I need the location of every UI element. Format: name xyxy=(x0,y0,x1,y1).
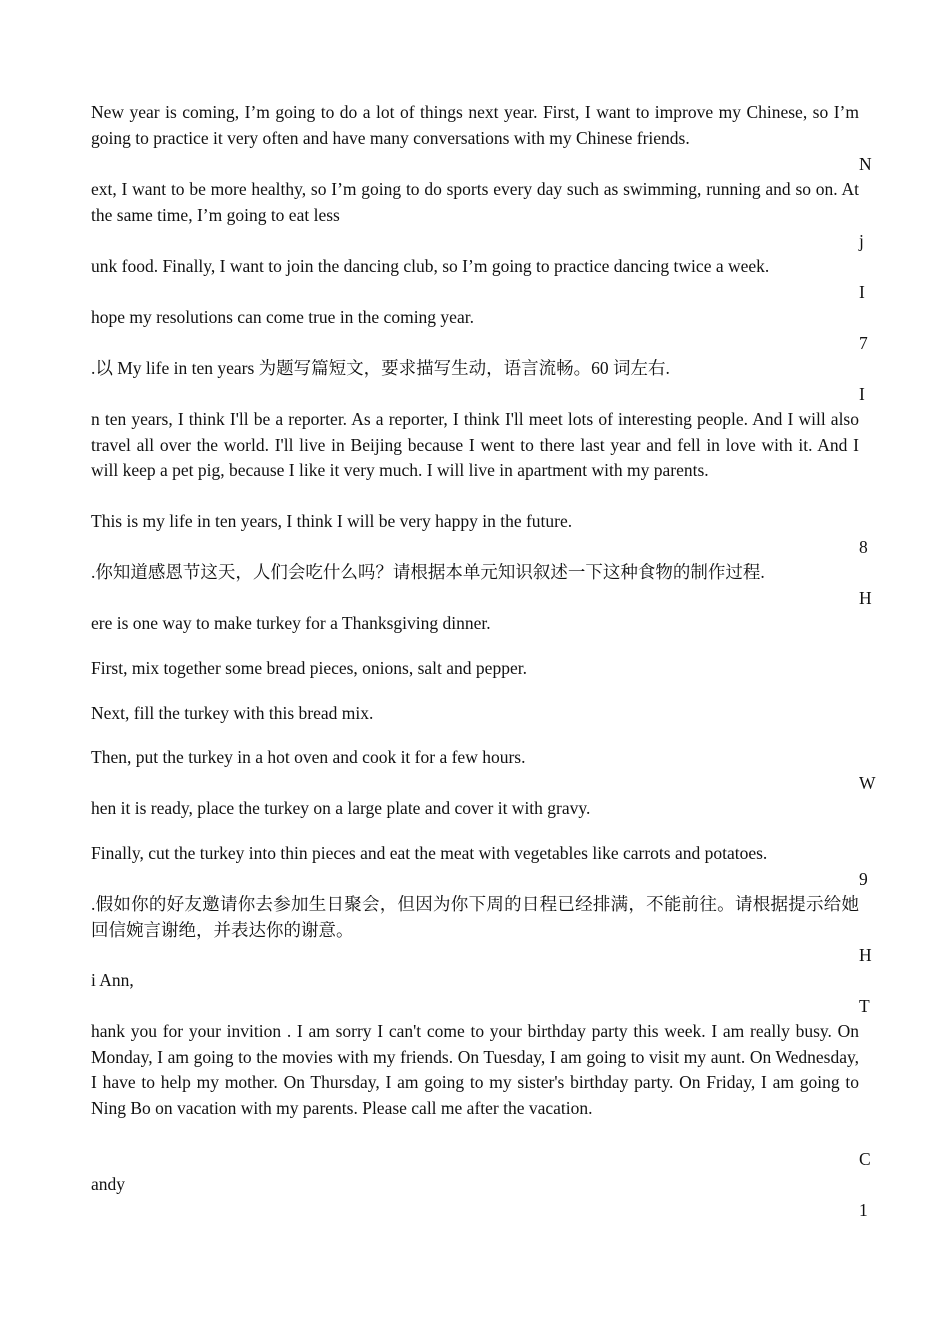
paragraph-new-year: New year is coming, I’m going to do a lot of things next year. First, I want to improve my Chinese, so I’m going to practice it very often and have many conversations with my Chinese friends. xyxy=(91,102,859,148)
margin-number: 8 xyxy=(859,537,868,557)
margin-letter: N xyxy=(859,154,872,174)
margin-letter: T xyxy=(859,996,870,1016)
paragraph-resolutions: hope my resolutions can come true in the coming year. xyxy=(91,307,474,327)
letter-signature: andy xyxy=(91,1174,126,1194)
letter-body: hank you for your invition . I am sorry I can't come to your birthday party this week. I am really busy. On Monday, I am going to the movies with my friends. On Tuesday, I am going to visit my aunt. On Wednesday, I have to help my mother. On Thursday, I am going to my sister's birthday party. On Friday, I am going to Ning Bo on vacation with my parents. Please call me after the vacation. xyxy=(91,1021,859,1118)
margin-letter: W xyxy=(859,773,876,793)
paragraph-turkey-intro: ere is one way to make turkey for a Thanksgiving dinner. xyxy=(91,613,491,633)
margin-letter: C xyxy=(859,1149,871,1169)
margin-number: 9 xyxy=(859,869,868,889)
paragraph-turkey-step-then: Then, put the turkey in a hot oven and cook it for a few hours. xyxy=(91,747,526,767)
prompt-my-life: .以 My life in ten years 为题写篇短文，要求描写生动，语言流畅。60 词左右. xyxy=(91,358,670,378)
paragraph-turkey-step-finally: Finally, cut the turkey into thin pieces and eat the meat with vegetables like carrots and potatoes. xyxy=(91,843,768,863)
prompt-thanksgiving: .你知道感恩节这天，人们会吃什么吗？请根据本单元知识叙述一下这种食物的制作过程. xyxy=(91,562,765,582)
margin-letter: H xyxy=(859,588,872,608)
paragraph-turkey-step-first: First, mix together some bread pieces, onions, salt and pepper. xyxy=(91,658,527,678)
margin-letter: I xyxy=(859,384,865,404)
prompt-birthday-party: .假如你的好友邀请你去参加生日聚会，但因为你下周的日程已经排满，不能前往。请根据提示给她回信婉言谢绝，并表达你的谢意。 xyxy=(91,894,859,940)
margin-letter: I xyxy=(859,282,865,302)
margin-number: 7 xyxy=(859,333,868,353)
margin-letter: H xyxy=(859,945,872,965)
paragraph-turkey-step-next: Next, fill the turkey with this bread mix. xyxy=(91,703,374,723)
paragraph-dancing-club: unk food. Finally, I want to join the dancing club, so I’m going to practice dancing twice a week. xyxy=(91,256,770,276)
paragraph-ten-years-closing: This is my life in ten years, I think I will be very happy in the future. xyxy=(91,511,573,531)
paragraph-turkey-step-when: hen it is ready, place the turkey on a large plate and cover it with gravy. xyxy=(91,798,591,818)
paragraph-healthy: ext, I want to be more healthy, so I’m going to do sports every day such as swimming, running and so on. At the same time, I’m going to eat less xyxy=(91,179,859,225)
letter-greeting: i Ann, xyxy=(91,970,134,990)
margin-number: 1 xyxy=(859,1200,868,1220)
margin-letter: j xyxy=(859,231,864,251)
paragraph-ten-years: n ten years, I think I'll be a reporter. As a reporter, I think I'll meet lots of interesting people. And I will also travel all over the world. I'll live in Beijing because I went to there last year and fell in love with it. And I will keep a pet pig, because I like it very much. I will live in apartment with my parents. xyxy=(91,409,859,480)
